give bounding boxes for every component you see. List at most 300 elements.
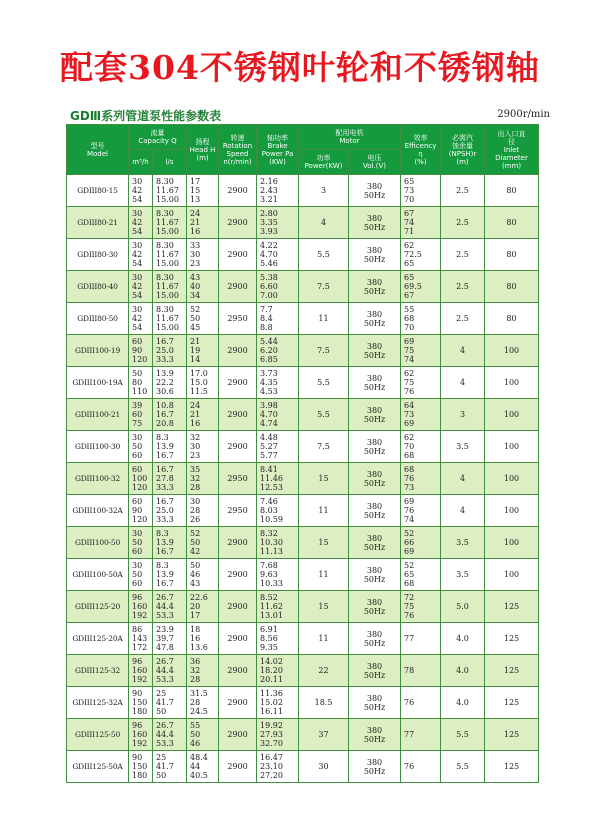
table-row (67, 367, 539, 399)
cell-head-value: 24 (190, 401, 201, 410)
cell-efficiency (401, 399, 441, 431)
cell-efficiency-value: 68 (404, 579, 415, 588)
cell-inlet-diameter: 125 (485, 719, 539, 751)
cell-shaft-power-value: 2.16 (260, 177, 278, 186)
cell-voltage-value: 380 (366, 181, 383, 191)
cell-head (187, 591, 219, 623)
cell-efficiency (401, 527, 441, 559)
cell-capacity-m3h (129, 527, 153, 559)
cell-speed: 2900 (219, 623, 257, 655)
cell-shaft-power-value: 10.30 (260, 538, 283, 547)
cell-efficiency (401, 431, 441, 463)
cell-efficiency-value: 69 (404, 547, 415, 556)
cell-voltage-value: 380 (366, 597, 383, 607)
cell-head (187, 687, 219, 719)
cell-capacity-m3h (129, 207, 153, 239)
cell-capacity-ls-value: 8.3 (156, 433, 169, 442)
cell-capacity-ls-value: 41.7 (156, 762, 174, 771)
table-header (67, 125, 539, 175)
cell-shaft-power-value: 7.68 (260, 561, 278, 570)
cell-capacity-m3h-value: 60 (132, 497, 143, 506)
cell-capacity-ls (153, 367, 187, 399)
cell-efficiency-value: 70 (404, 195, 415, 204)
cell-shaft-power-value: 16.11 (260, 707, 283, 716)
cell-capacity-m3h (129, 655, 153, 687)
cell-capacity-m3h-value: 54 (132, 227, 143, 236)
cell-capacity-m3h-value: 96 (132, 721, 143, 730)
cell-efficiency-value: 68 (404, 314, 415, 323)
cell-voltage (349, 527, 401, 559)
cell-shaft-power (257, 655, 299, 687)
cell-motor-power: 7.5 (299, 431, 349, 463)
cell-capacity-m3h (129, 367, 153, 399)
cell-capacity-m3h (129, 687, 153, 719)
cell-inlet-diameter: 100 (485, 335, 539, 367)
cell-speed: 2900 (219, 687, 257, 719)
cell-head-value: 45 (190, 323, 201, 332)
cell-shaft-power (257, 399, 299, 431)
banner-title: 配套304不锈钢叶轮和不锈钢轴 (60, 48, 540, 87)
cell-inlet-diameter: 125 (485, 591, 539, 623)
cell-head (187, 335, 219, 367)
cell-voltage-value: 380 (366, 501, 383, 511)
cell-capacity-ls-value: 20.8 (156, 419, 174, 428)
cell-motor-power: 15 (299, 463, 349, 495)
cell-speed: 2900 (219, 271, 257, 303)
cell-voltage-value: 380 (366, 757, 383, 767)
cell-efficiency-value: 71 (404, 227, 415, 236)
cell-shaft-power-value: 8.4 (260, 314, 273, 323)
cell-voltage (349, 399, 401, 431)
cell-head-value: 40.5 (190, 771, 208, 780)
cell-capacity-ls-value: 11.67 (156, 186, 179, 195)
cell-capacity-m3h-value: 54 (132, 291, 143, 300)
table-row (67, 463, 539, 495)
cell-capacity-ls-value: 25.0 (156, 346, 174, 355)
table-row (67, 655, 539, 687)
cell-npsh: 3.5 (441, 527, 485, 559)
header-shaft-power: 轴功率 Brake Power Pa (KW) (257, 125, 299, 175)
cell-capacity-ls-value: 13.9 (156, 369, 174, 378)
cell-capacity-ls-value: 33.3 (156, 483, 174, 492)
cell-voltage (349, 207, 401, 239)
cell-voltage-value: 380 (366, 213, 383, 223)
cell-capacity-ls-value: 16.7 (156, 579, 174, 588)
cell-model: GDIII125-32A (67, 687, 129, 719)
cell-shaft-power-value: 2.43 (260, 186, 278, 195)
cell-speed: 2900 (219, 751, 257, 783)
cell-speed: 2900 (219, 559, 257, 591)
cell-capacity-ls-value: 8.30 (156, 241, 174, 250)
cell-shaft-power-value: 4.35 (260, 378, 278, 387)
cell-voltage-value: 50Hz (363, 478, 386, 488)
cell-head (187, 367, 219, 399)
cell-capacity-ls (153, 655, 187, 687)
cell-head-value: 40 (190, 282, 201, 291)
cell-capacity-m3h-value: 60 (132, 410, 143, 419)
cell-capacity-m3h-value: 42 (132, 314, 143, 323)
cell-capacity-ls-value: 25.0 (156, 506, 174, 515)
cell-head (187, 463, 219, 495)
cell-efficiency-value: 73 (404, 186, 415, 195)
cell-capacity-ls (153, 751, 187, 783)
cell-shaft-power (257, 431, 299, 463)
cell-efficiency (401, 207, 441, 239)
cell-efficiency (401, 335, 441, 367)
cell-capacity-m3h-value: 54 (132, 323, 143, 332)
cell-capacity-ls-value: 44.4 (156, 730, 174, 739)
header-capacity-m3h: m³/h (129, 150, 153, 175)
cell-capacity-ls-value: 10.8 (156, 401, 174, 410)
cell-capacity-m3h-value: 30 (132, 529, 143, 538)
cell-head (187, 751, 219, 783)
cell-capacity-ls (153, 271, 187, 303)
table-row (67, 751, 539, 783)
cell-voltage-value: 380 (366, 629, 383, 639)
cell-head-value: 35 (190, 465, 201, 474)
cell-shaft-power (257, 719, 299, 751)
cell-efficiency-value: 65 (404, 273, 415, 282)
cell-head-value: 31.5 (190, 689, 208, 698)
cell-efficiency-value: 76 (404, 762, 415, 771)
cell-voltage-value: 50Hz (363, 606, 386, 616)
cell-capacity-ls (153, 335, 187, 367)
cell-head-value: 15 (190, 186, 201, 195)
cell-voltage (349, 495, 401, 527)
cell-voltage-value: 50Hz (363, 574, 386, 584)
cell-motor-power: 15 (299, 591, 349, 623)
cell-npsh: 4.0 (441, 687, 485, 719)
cell-npsh: 2.5 (441, 239, 485, 271)
cell-npsh: 5.0 (441, 591, 485, 623)
cell-speed: 2950 (219, 463, 257, 495)
cell-voltage (349, 751, 401, 783)
cell-voltage-value: 50Hz (363, 702, 386, 712)
cell-capacity-ls-value: 25 (156, 689, 167, 698)
cell-capacity-ls-value: 16.7 (156, 337, 174, 346)
cell-shaft-power-value: 11.62 (260, 602, 283, 611)
cell-model: GDIII125-20A (67, 623, 129, 655)
cell-capacity-m3h-value: 30 (132, 177, 143, 186)
cell-voltage (349, 367, 401, 399)
cell-capacity-m3h-value: 39 (132, 401, 143, 410)
cell-inlet-diameter: 100 (485, 367, 539, 399)
cell-model: GDIII80-40 (67, 271, 129, 303)
cell-motor-power: 11 (299, 303, 349, 335)
cell-head (187, 271, 219, 303)
cell-npsh: 2.5 (441, 271, 485, 303)
cell-capacity-ls-value: 41.7 (156, 698, 174, 707)
cell-capacity-ls (153, 207, 187, 239)
cell-capacity-ls (153, 175, 187, 207)
performance-table (66, 124, 539, 783)
cell-voltage (349, 719, 401, 751)
cell-head (187, 527, 219, 559)
cell-head-value: 52 (190, 305, 201, 314)
cell-shaft-power (257, 559, 299, 591)
cell-motor-power: 5.5 (299, 399, 349, 431)
cell-shaft-power-value: 8.52 (260, 593, 278, 602)
header-inlet-diameter: 出入口直 径 Inlet Diameter (mm) (485, 125, 539, 175)
cell-head-value: 13 (190, 195, 201, 204)
cell-shaft-power-value: 5.46 (260, 259, 278, 268)
cell-inlet-diameter: 80 (485, 207, 539, 239)
cell-voltage (349, 623, 401, 655)
cell-motor-power: 5.5 (299, 367, 349, 399)
cell-shaft-power-value: 4.74 (260, 419, 278, 428)
cell-capacity-m3h-value: 120 (132, 515, 148, 524)
cell-capacity-ls-value: 33.3 (156, 355, 174, 364)
cell-voltage-value: 380 (366, 437, 383, 447)
cell-npsh: 4.0 (441, 623, 485, 655)
cell-efficiency (401, 463, 441, 495)
cell-capacity-m3h-value: 42 (132, 186, 143, 195)
cell-capacity-ls (153, 495, 187, 527)
cell-head-value: 24.5 (190, 707, 208, 716)
cell-shaft-power-value: 12.53 (260, 483, 283, 492)
cell-shaft-power-value: 15.02 (260, 698, 283, 707)
cell-capacity-ls-value: 23.9 (156, 625, 174, 634)
cell-motor-power: 7.5 (299, 335, 349, 367)
cell-shaft-power (257, 687, 299, 719)
cell-voltage-value: 50Hz (363, 382, 386, 392)
cell-efficiency-value: 64 (404, 401, 415, 410)
header-capacity: 流量 Capacity Q (129, 125, 187, 150)
cell-inlet-diameter: 100 (485, 527, 539, 559)
cell-voltage-value: 380 (366, 533, 383, 543)
cell-shaft-power-value: 3.35 (260, 218, 278, 227)
cell-capacity-m3h-value: 192 (132, 739, 148, 748)
cell-efficiency-value: 65 (404, 259, 415, 268)
cell-voltage (349, 655, 401, 687)
cell-motor-power: 7.5 (299, 271, 349, 303)
cell-capacity-m3h (129, 463, 153, 495)
cell-voltage-value: 50Hz (363, 766, 386, 776)
cell-capacity-m3h-value: 160 (132, 730, 148, 739)
cell-capacity-ls-value: 8.30 (156, 305, 174, 314)
table-row (67, 207, 539, 239)
cell-model: GDIII80-21 (67, 207, 129, 239)
cell-inlet-diameter: 80 (485, 175, 539, 207)
cell-capacity-m3h-value: 50 (132, 442, 143, 451)
cell-npsh: 3 (441, 399, 485, 431)
cell-capacity-m3h-value: 192 (132, 675, 148, 684)
cell-npsh: 4 (441, 367, 485, 399)
cell-head-value: 11.5 (190, 387, 208, 396)
cell-npsh: 3.5 (441, 431, 485, 463)
cell-motor-power: 15 (299, 527, 349, 559)
cell-efficiency-value: 69 (404, 497, 415, 506)
cell-capacity-m3h-value: 30 (132, 241, 143, 250)
cell-voltage-value: 380 (366, 469, 383, 479)
table-row (67, 591, 539, 623)
cell-capacity-m3h (129, 751, 153, 783)
cell-motor-power: 30 (299, 751, 349, 783)
cell-shaft-power-value: 6.91 (260, 625, 278, 634)
cell-motor-power: 37 (299, 719, 349, 751)
cell-efficiency-value: 65 (404, 177, 415, 186)
cell-shaft-power-value: 11.46 (260, 474, 283, 483)
cell-capacity-m3h-value: 160 (132, 666, 148, 675)
cell-efficiency (401, 271, 441, 303)
cell-capacity-ls-value: 33.3 (156, 515, 174, 524)
cell-head-value: 36 (190, 657, 201, 666)
cell-motor-power: 5.5 (299, 239, 349, 271)
cell-capacity-ls-value: 26.7 (156, 593, 174, 602)
table-row (67, 239, 539, 271)
cell-capacity-ls-value: 8.30 (156, 209, 174, 218)
cell-head-value: 33 (190, 241, 201, 250)
cell-shaft-power-value: 19.92 (260, 721, 283, 730)
cell-shaft-power-value: 4.48 (260, 433, 278, 442)
cell-head-value: 28 (190, 506, 201, 515)
cell-capacity-ls-value: 50 (156, 707, 167, 716)
cell-voltage-value: 380 (366, 405, 383, 415)
cell-capacity-ls (153, 719, 187, 751)
cell-head-value: 22.6 (190, 593, 208, 602)
cell-head-value: 30 (190, 497, 201, 506)
cell-capacity-ls (153, 239, 187, 271)
cell-shaft-power (257, 335, 299, 367)
cell-shaft-power-value: 7.7 (260, 305, 273, 314)
cell-capacity-ls (153, 431, 187, 463)
cell-voltage (349, 463, 401, 495)
table-row (67, 687, 539, 719)
cell-npsh: 4 (441, 495, 485, 527)
cell-voltage-value: 50Hz (363, 350, 386, 360)
cell-capacity-m3h (129, 399, 153, 431)
cell-shaft-power-value: 8.41 (260, 465, 278, 474)
cell-head-value: 30 (190, 250, 201, 259)
cell-capacity-m3h (129, 591, 153, 623)
cell-capacity-m3h-value: 60 (132, 579, 143, 588)
cell-inlet-diameter: 80 (485, 271, 539, 303)
cell-shaft-power-value: 32.70 (260, 739, 283, 748)
cell-capacity-ls-value: 26.7 (156, 721, 174, 730)
cell-capacity-m3h-value: 160 (132, 602, 148, 611)
cell-head-value: 17 (190, 177, 201, 186)
cell-speed: 2900 (219, 431, 257, 463)
cell-efficiency-value: 67 (404, 209, 415, 218)
cell-shaft-power-value: 3.73 (260, 369, 278, 378)
cell-capacity-m3h-value: 60 (132, 337, 143, 346)
cell-inlet-diameter: 125 (485, 751, 539, 783)
cell-capacity-m3h (129, 559, 153, 591)
cell-voltage (349, 559, 401, 591)
cell-head-value: 55 (190, 721, 201, 730)
cell-capacity-m3h-value: 30 (132, 305, 143, 314)
cell-capacity-m3h-value: 80 (132, 378, 143, 387)
table-row (67, 335, 539, 367)
cell-shaft-power-value: 16.47 (260, 753, 283, 762)
cell-capacity-ls-value: 25 (156, 753, 167, 762)
cell-voltage-value: 380 (366, 693, 383, 703)
cell-model: GDIII125-32 (67, 655, 129, 687)
cell-capacity-m3h-value: 60 (132, 465, 143, 474)
cell-efficiency-value: 75 (404, 602, 415, 611)
cell-head-value: 16 (190, 227, 201, 236)
cell-head-value: 18 (190, 625, 201, 634)
cell-head-value: 44 (190, 762, 201, 771)
cell-inlet-diameter: 125 (485, 655, 539, 687)
cell-efficiency (401, 687, 441, 719)
header-head: 扬程 Head H (m) (187, 125, 219, 175)
cell-capacity-m3h (129, 303, 153, 335)
cell-head (187, 623, 219, 655)
cell-capacity-m3h-value: 75 (132, 419, 143, 428)
cell-shaft-power-value: 2.80 (260, 209, 278, 218)
cell-npsh: 4 (441, 335, 485, 367)
cell-capacity-ls-value: 15.00 (156, 259, 179, 268)
cell-voltage-value: 50Hz (363, 414, 386, 424)
cell-capacity-m3h-value: 90 (132, 753, 143, 762)
cell-head-value: 20 (190, 602, 201, 611)
cell-capacity-ls-value: 53.3 (156, 739, 174, 748)
cell-head-value: 50 (190, 730, 201, 739)
cell-shaft-power-value: 3.98 (260, 401, 278, 410)
cell-efficiency-value: 62 (404, 433, 415, 442)
cell-voltage-value: 380 (366, 277, 383, 287)
cell-voltage-value: 50Hz (363, 222, 386, 232)
cell-efficiency (401, 559, 441, 591)
cell-voltage-value: 380 (366, 725, 383, 735)
cell-npsh: 4 (441, 463, 485, 495)
cell-speed: 2900 (219, 239, 257, 271)
cell-capacity-ls-value: 15.00 (156, 227, 179, 236)
cell-capacity-ls (153, 303, 187, 335)
cell-head-value: 46 (190, 570, 201, 579)
cell-shaft-power-value: 6.20 (260, 346, 278, 355)
cell-model: GDIII80-15 (67, 175, 129, 207)
cell-voltage (349, 591, 401, 623)
cell-capacity-ls (153, 399, 187, 431)
cell-capacity-ls (153, 527, 187, 559)
cell-shaft-power (257, 527, 299, 559)
cell-efficiency-value: 68 (404, 451, 415, 460)
cell-efficiency-value: 69 (404, 419, 415, 428)
cell-npsh: 5.5 (441, 719, 485, 751)
cell-capacity-m3h (129, 335, 153, 367)
cell-capacity-ls-value: 16.7 (156, 465, 174, 474)
cell-efficiency-value: 68 (404, 465, 415, 474)
cell-speed: 2900 (219, 367, 257, 399)
cell-shaft-power-value: 4.22 (260, 241, 278, 250)
cell-inlet-diameter: 100 (485, 463, 539, 495)
cell-head-value: 32 (190, 474, 201, 483)
cell-shaft-power (257, 239, 299, 271)
cell-capacity-m3h (129, 239, 153, 271)
cell-head-value: 48.4 (190, 753, 208, 762)
cell-shaft-power-value: 11.13 (260, 547, 283, 556)
cell-capacity-ls-value: 50 (156, 771, 167, 780)
cell-efficiency-value: 69.5 (404, 282, 422, 291)
cell-efficiency (401, 239, 441, 271)
cell-capacity-ls-value: 16.7 (156, 497, 174, 506)
cell-head-value: 15.0 (190, 378, 208, 387)
cell-shaft-power-value: 11.36 (260, 689, 283, 698)
cell-shaft-power-value: 8.03 (260, 506, 278, 515)
cell-efficiency-value: 75 (404, 378, 415, 387)
cell-head-value: 16 (190, 634, 201, 643)
cell-shaft-power-value: 9.63 (260, 570, 278, 579)
cell-efficiency (401, 655, 441, 687)
cell-capacity-m3h-value: 120 (132, 355, 148, 364)
cell-head-value: 43 (190, 273, 201, 282)
cell-capacity-ls (153, 463, 187, 495)
cell-model: GDIII125-50A (67, 751, 129, 783)
cell-head-value: 50 (190, 538, 201, 547)
cell-shaft-power-value: 4.70 (260, 410, 278, 419)
